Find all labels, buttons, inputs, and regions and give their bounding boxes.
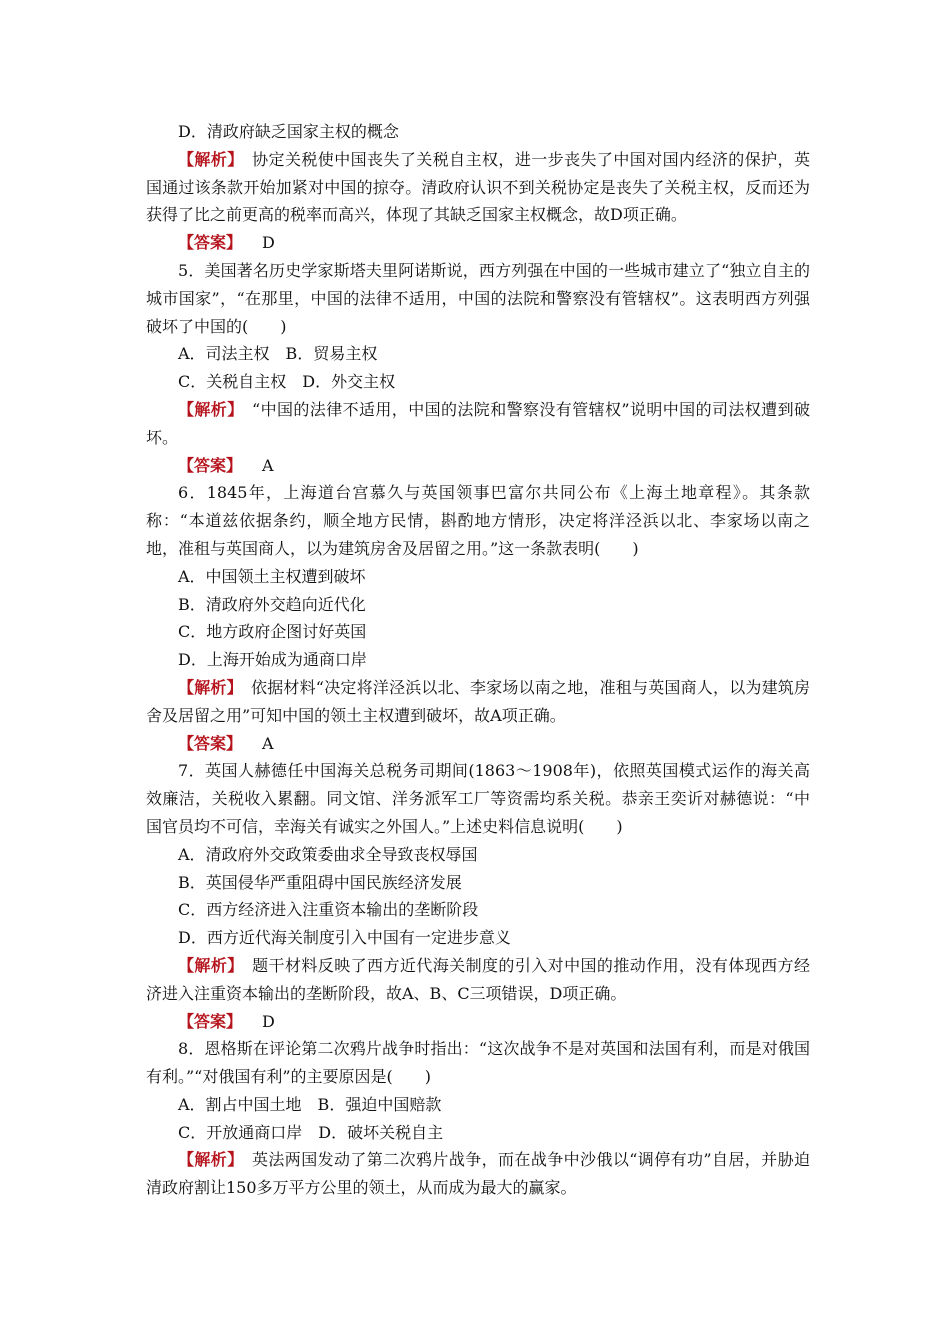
analysis-paragraph [146,1146,810,1202]
option-line: C．开放通商口岸 D．破坏关税自主 [178,1122,444,1142]
analysis-paragraph [146,396,810,452]
option-c: C．地方政府企图讨好英国 [178,622,367,642]
answer-line [146,452,810,480]
answer-tag: 【答案】 [178,733,243,753]
analysis-tag: 【解析】 [178,955,236,975]
answer-line [146,730,810,758]
option-line: C．关税自主权 D．外交主权 [178,372,396,392]
answer-value: A [262,733,274,753]
option-line: A．司法主权 B．贸易主权 [178,344,378,364]
answer-tag: 【答案】 [178,1011,243,1031]
answer-value: D [262,1011,275,1031]
analysis-text: 依据材料“决定将洋泾浜以北、李家场以南之地，准租与英国商人，以为建筑房舍及居留之用”可知中国的领土主权遭到破坏，故A项正确。 [146,677,810,725]
analysis-paragraph [146,952,810,1008]
analysis-paragraph [146,146,810,229]
answer-value: D [262,233,275,253]
option-d: D．上海开始成为通商口岸 [178,650,367,670]
analysis-text: 题干材料反映了西方近代海关制度的引入对中国的推动作用，没有体现西方经济进入注重资本输出的垄断阶段，故A、B、C三项错误，D项正确。 [146,955,810,1003]
document-page [146,118,810,1202]
analysis-text: “中国的法律不适用，中国的法院和警察没有管辖权”说明中国的司法权遭到破坏。 [146,399,810,447]
option-b: B．英国侵华严重阻碍中国民族经济发展 [178,872,462,892]
answer-line [146,229,810,257]
analysis-text: 协定关税使中国丧失了关税自主权，进一步丧失了中国对国内经济的保护，英国通过该条款开始加紧对中国的掠夺。清政府认识不到关税协定是丧失了关税主权，反而还为获得了比之前更高的税率而高兴，体现了其缺乏国家主权概念，故D项正确。 [146,149,810,225]
option-c: C．西方经济进入注重资本输出的垄断阶段 [178,900,479,920]
analysis-tag: 【解析】 [178,399,236,419]
analysis-tag: 【解析】 [178,149,236,169]
option-a: A．清政府外交政策委曲求全导致丧权辱国 [178,844,478,864]
analysis-tag: 【解析】 [178,677,235,697]
option-line: A．割占中国土地 B．强迫中国赔款 [178,1094,442,1114]
option-a: A．中国领土主权遭到破坏 [178,566,366,586]
option-d: D．西方近代海关制度引入中国有一定进步意义 [178,928,511,948]
question-7: 7．英国人赫德任中国海关总税务司期间(1863～1908年)，依照英国模式运作的海关高效廉洁，关税收入累翻。同文馆、洋务派军工厂等资需均系关税。恭亲王奕䜣对赫德说：“中国官员均不可信，幸海关有诚实之外国人。”上述史料信息说明( ) [146,761,810,836]
question-5: 5．美国著名历史学家斯塔夫里阿诺斯说，西方列强在中国的一些城市建立了“独立自主的城市国家”，“在那里，中国的法律不适用，中国的法院和警察没有管辖权”。这表明西方列强破坏了中国的( ) [146,260,810,336]
answer-tag: 【答案】 [178,455,243,475]
analysis-text: 英法两国发动了第二次鸦片战争，而在战争中沙俄以“调停有功”自居，并胁迫清政府割让150多万平方公里的领土，从而成为最大的赢家。 [146,1150,810,1198]
answer-value: A [262,455,274,475]
option-b: B．清政府外交趋向近代化 [178,594,366,614]
question-6: 6．1845年，上海道台宫慕久与英国领事巴富尔共同公布《上海土地章程》。其条款称：“本道兹依据条约，顺全地方民情，斟酌地方情形，决定将洋泾浜以北、李家场以南之地，准租与英国商人，以为建筑房舍及居留之用。”这一条款表明( ) [146,483,810,558]
analysis-tag: 【解析】 [178,1150,236,1170]
answer-tag: 【答案】 [178,233,243,253]
question-8: 8．恩格斯在评论第二次鸦片战争时指出：“这次战争不是对英国和法国有利，而是对俄国有利。”“对俄国有利”的主要原因是( ) [146,1039,810,1087]
analysis-paragraph [146,674,810,730]
option-d: D．清政府缺乏国家主权的概念 [178,122,399,141]
answer-line [146,1008,810,1036]
